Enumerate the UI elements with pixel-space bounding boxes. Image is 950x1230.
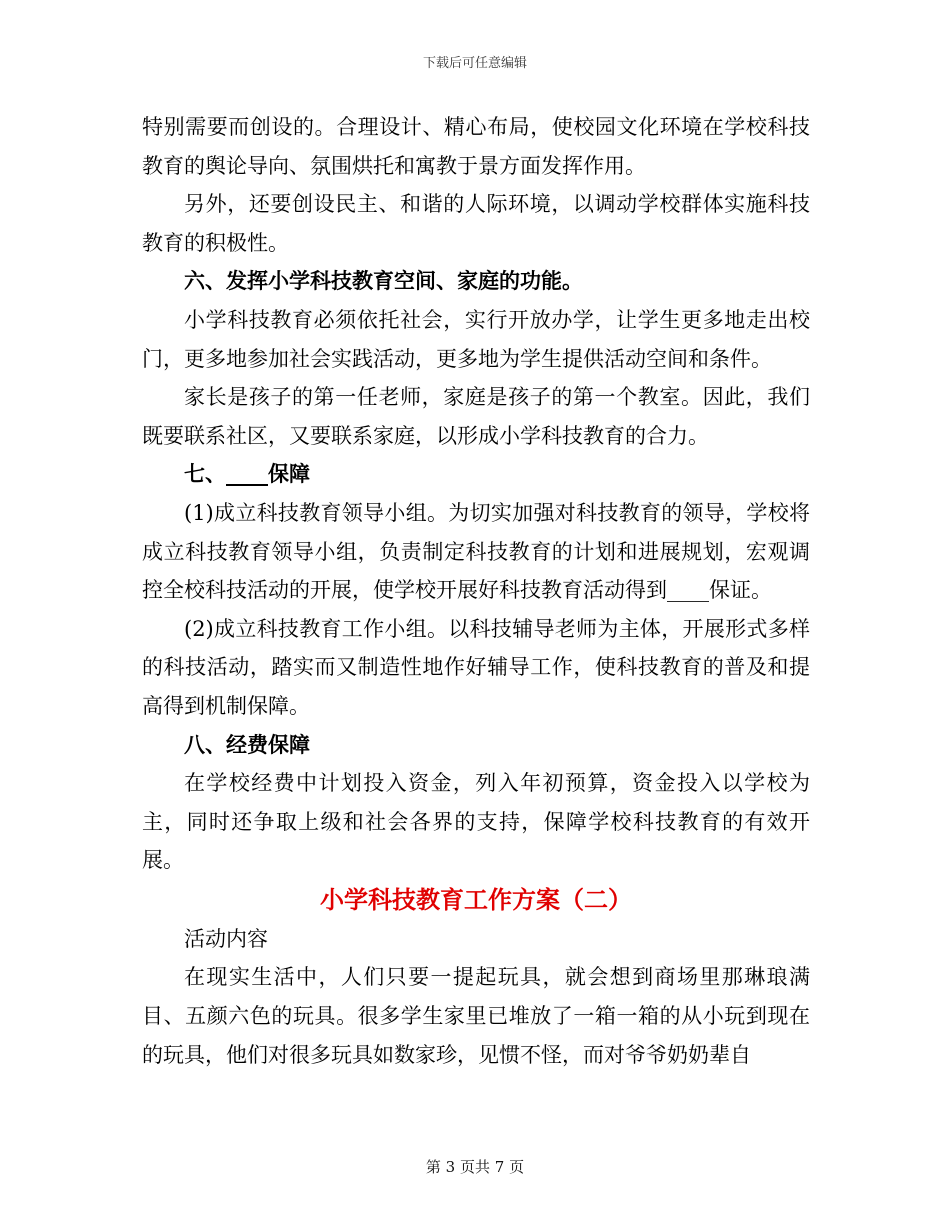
- paragraph: 特别需要而创设的。合理设计、精心布局，使校园文化环境在学校科技教育的舆论导向、氛围烘托和寓教于景方面发挥作用。: [142, 115, 810, 178]
- page-header: 下载后可任意编辑: [422, 56, 527, 71]
- paragraph: (2)成立科技教育工作小组。以科技辅导老师为主体，开展形式多样的科技活动，踏实而又制造性地作好辅导工作，使科技教育的普及和提高得到机制保障。: [142, 616, 810, 718]
- paragraph: (1)成立科技教育领导小组。为切实加强对科技教育的领导，学校将成立科技教育领导小组，负责制定科技教育的计划和进展规划，宏观调控全校科技活动的开展，使学校开展好科技教育活动得到____保证。: [142, 500, 810, 603]
- paragraph: 另外，还要创设民主、和谐的人际环境，以调动学校群体实施科技教育的积极性。: [142, 192, 810, 255]
- document-title: 小学科技教育工作方案（二）: [320, 884, 632, 914]
- paragraph: 家长是孩子的第一任老师，家庭是孩子的第一个教室。因此，我们既要联系社区，又要联系家庭，以形成小学科技教育的合力。: [142, 385, 810, 448]
- paragraph: 小学科技教育必须依托社会，实行开放办学，让学生更多地走出校门，更多地参加社会实践活动，更多地为学生提供活动空间和条件。: [142, 307, 810, 371]
- section-heading: 六、发挥小学科技教育空间、家庭的功能。: [184, 268, 583, 294]
- paragraph: 在现实生活中，人们只要一提起玩具，就会想到商场里那琳琅满目、五颜六色的玩具。很多学生家里已堆放了一箱一箱的从小玩到现在的玩具，他们对很多玩具如数家珍，见惯不怪，而对爷爷奶奶辈自: [142, 965, 810, 1067]
- paragraph: 在学校经费中计划投入资金，列入年初预算，资金投入以学校为主，同时还争取上级和社会各界的支持，保障学校科技教育的有效开展。: [142, 771, 810, 873]
- section-heading: 七、____保障: [184, 461, 310, 487]
- document-body: [142, 108, 810, 1074]
- section-heading: 八、经费保障: [184, 731, 310, 757]
- paragraph: 活动内容: [184, 926, 268, 951]
- page-footer: 第 3 页共 7 页: [425, 1158, 525, 1176]
